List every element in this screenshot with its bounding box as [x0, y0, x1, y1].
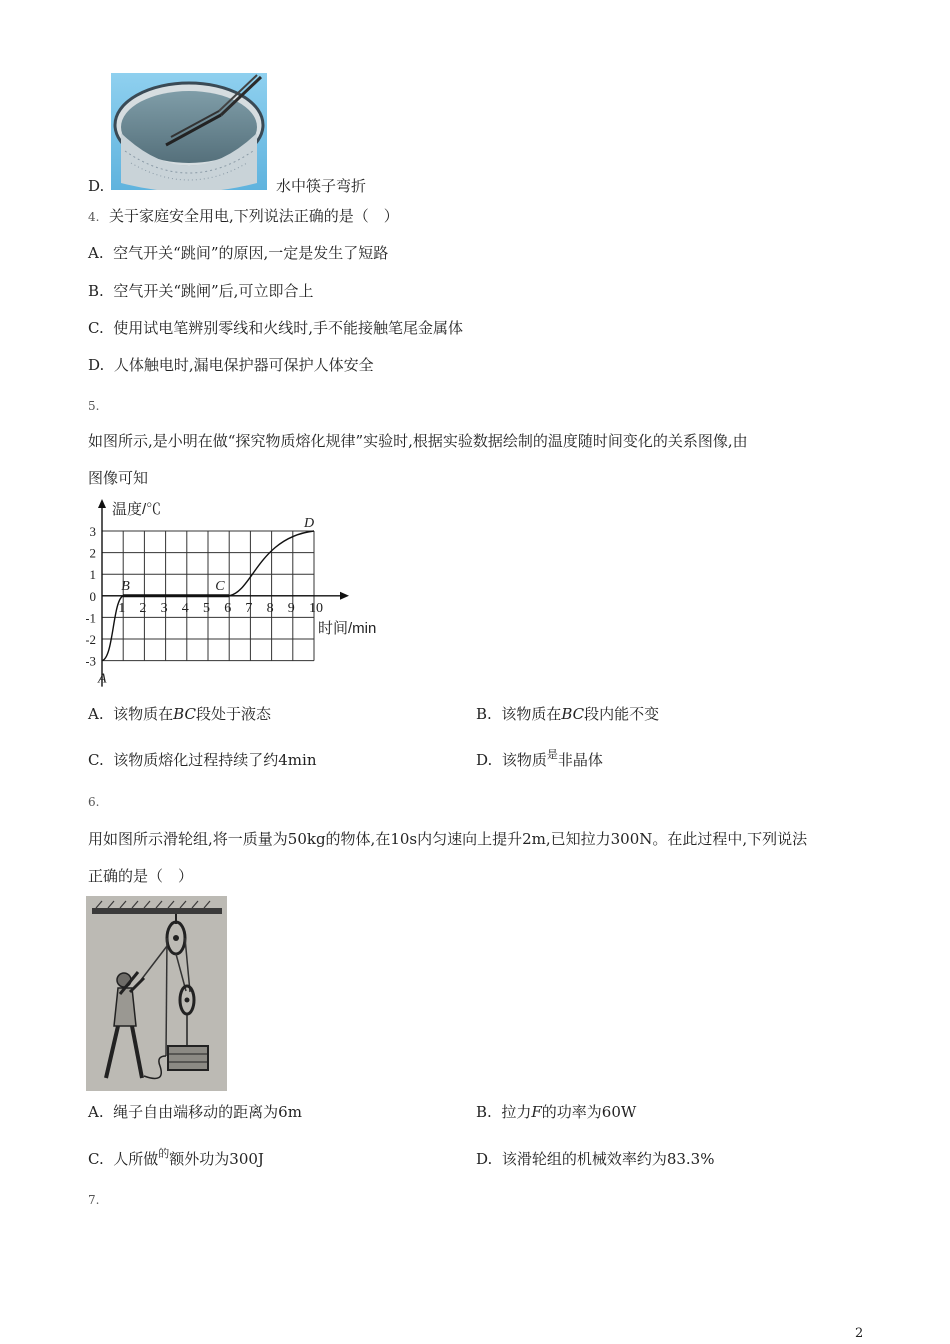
x-tick-label: 5 — [203, 600, 210, 616]
x-tick-label: 10 — [309, 600, 323, 616]
option-text: 该物质熔化过程持续了约4min — [113, 751, 317, 769]
q5-option-c — [88, 750, 317, 770]
option-letter: D. — [88, 177, 105, 195]
x-tick-label: 3 — [160, 600, 168, 616]
option-text: 绳子自由端移动的距离为6m — [113, 1103, 302, 1121]
pulley-system-photo — [86, 896, 227, 1091]
q4-option-a — [88, 243, 388, 263]
point-label-b: B — [121, 578, 130, 594]
option-text: 使用试电笔辨别零线和火线时,手不能接触笔尾金属体 — [113, 319, 464, 337]
segment-label: BC — [173, 705, 196, 723]
x-tick-label: 9 — [287, 600, 295, 616]
y-tick-label: 1 — [89, 567, 96, 583]
q6-option-b — [476, 1102, 636, 1122]
question-number: 4. — [88, 210, 100, 224]
option-text: 人体触电时,漏电保护器可保护人体安全 — [113, 356, 374, 374]
q5-stem-line1: 如图所示,是小明在做“探究物质熔化规律”实验时,根据实验数据绘制的温度随时间变化的关系图像,由 — [88, 432, 748, 450]
q6-option-c — [88, 1149, 264, 1171]
option-letter: C. — [88, 1150, 104, 1168]
q6-stem-line1: 用如图所示滑轮组,将一质量为50kg的物体,在10s内匀速向上提升2m,已知拉力300N。在此过程中,下列说法 — [88, 830, 808, 848]
option-letter: B. — [88, 282, 104, 300]
option-text: 段内能不变 — [584, 705, 660, 723]
option-letter: B. — [476, 1103, 492, 1121]
y-tick-label: -1 — [86, 610, 96, 626]
q6-option-a — [88, 1102, 302, 1122]
segment-label: BC — [561, 705, 585, 723]
temperature-time-chart — [86, 494, 396, 694]
y-axis-label: 温度/℃ — [112, 501, 162, 518]
x-axis-arrow — [340, 592, 349, 600]
x-tick-label: 1 — [118, 600, 126, 616]
y-tick-label: 2 — [89, 545, 96, 561]
q3-option-d — [88, 176, 104, 196]
q3-option-d-text: 水中筷子弯折 — [276, 177, 367, 195]
q4-option-c — [88, 318, 463, 338]
q6-number: 6. — [88, 795, 100, 809]
option-text: 该物质 — [501, 751, 547, 769]
y-tick-label: -2 — [86, 632, 96, 647]
option-text: 拉力 — [501, 1103, 532, 1121]
option-letter: C. — [88, 319, 104, 337]
y-axis-arrow — [98, 499, 106, 508]
chart-canvas — [86, 494, 396, 694]
option-text: 的功率为60W — [541, 1103, 637, 1121]
option-superscript: 的 — [158, 1147, 170, 1160]
option-text: 非晶体 — [557, 751, 603, 769]
option-superscript: 是 — [546, 748, 558, 761]
option-text: 空气开关“跳闸”后,可立即合上 — [113, 282, 314, 300]
option-text: 额外功为300J — [169, 1150, 264, 1168]
option-text: 人所做 — [113, 1150, 159, 1168]
option-letter: D. — [476, 1150, 493, 1168]
y-tick-label: 0 — [89, 588, 96, 604]
option-letter: A. — [88, 1103, 104, 1121]
option-letter: D. — [88, 356, 105, 374]
q6-stem-line2: 正确的是（ ） — [88, 867, 194, 885]
q5-option-b — [476, 704, 659, 724]
option-text: 该物质在 — [501, 705, 562, 723]
q5-option-a — [88, 704, 271, 724]
option-text: 空气开关“跳间”的原因,一定是发生了短路 — [113, 244, 389, 262]
option-letter: A. — [88, 244, 104, 262]
option-letter: A. — [88, 705, 104, 723]
point-label-d: D — [304, 516, 315, 531]
question-stem: 关于家庭安全用电,下列说法正确的是（ ） — [109, 207, 399, 225]
option-letter: B. — [476, 705, 492, 723]
x-tick-label: 6 — [224, 600, 232, 616]
x-axis-label: 时间/min — [318, 620, 377, 637]
option-text: 该滑轮组的机械效率约为83.3% — [501, 1150, 715, 1168]
q4-stem — [88, 206, 399, 227]
x-tick-label: 2 — [139, 600, 147, 616]
y-tick-label: -3 — [86, 653, 96, 669]
y-tick-label: 3 — [89, 524, 96, 539]
point-label-a: A — [98, 671, 107, 687]
q5-number: 5. — [88, 399, 100, 413]
q4-option-d — [88, 355, 374, 375]
x-tick-label: 4 — [181, 600, 189, 616]
q7-number: 7. — [88, 1193, 100, 1207]
q5-option-d — [476, 750, 603, 772]
q4-option-b — [88, 281, 313, 301]
x-tick-label: 8 — [266, 600, 274, 616]
option-letter: C. — [88, 751, 104, 769]
q5-stem-line2: 图像可知 — [88, 469, 149, 487]
force-symbol: F — [531, 1103, 542, 1121]
bowl-chopsticks-photo — [111, 73, 267, 190]
q6-option-d — [476, 1149, 714, 1169]
page-number: 2 — [855, 1326, 864, 1341]
x-tick-label: 7 — [245, 600, 253, 616]
option-text: 该物质在 — [113, 705, 174, 723]
point-label-c: C — [215, 578, 225, 594]
option-text: 段处于液态 — [195, 705, 271, 723]
option-letter: D. — [476, 751, 493, 769]
